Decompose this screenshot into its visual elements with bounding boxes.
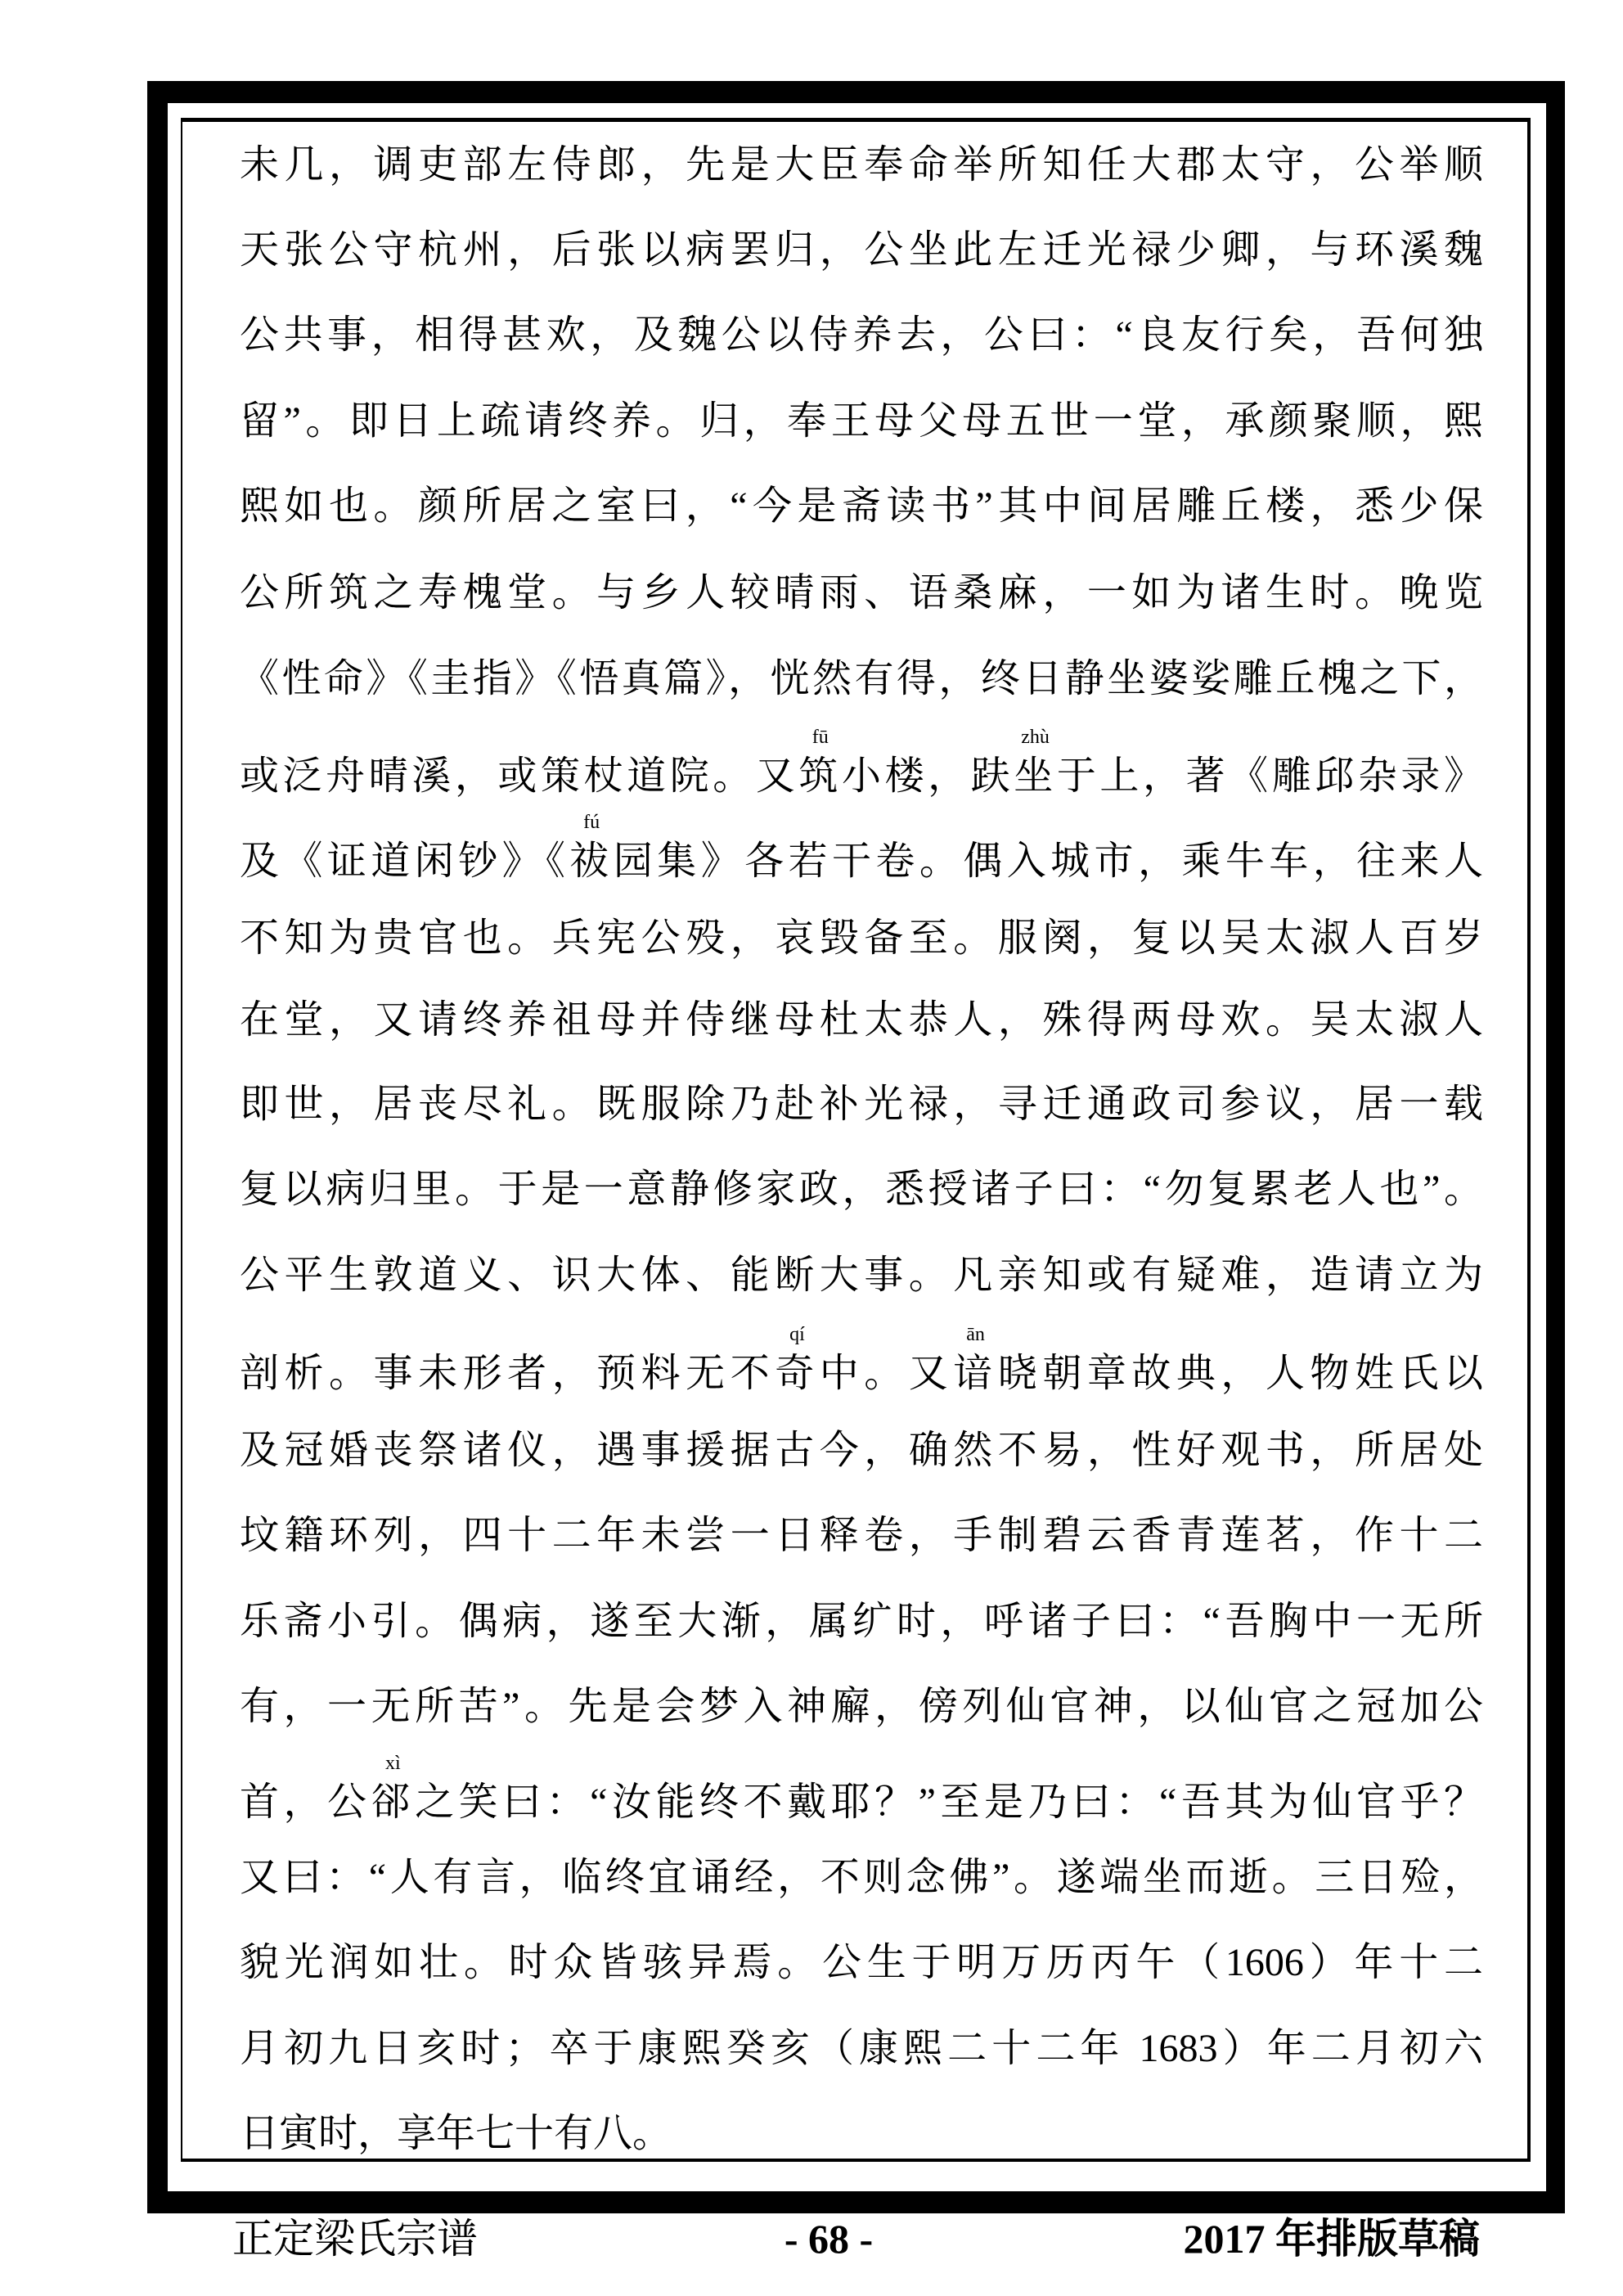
text-line: 又曰：“人有言，临终宜诵经，不则念佛”。遂端坐而逝。三日殓， <box>240 1856 1483 1899</box>
text-line: 公所筑之寿槐堂。与乡人较晴雨、语桑麻，一如为诸生时。晚览 <box>240 571 1483 615</box>
text-line: 不知为贵官也。兵宪公殁，哀毁备至。服阕，复以吴太淑人百岁 <box>240 916 1483 960</box>
text-line: 天张公守杭州，后张以病罢归，公坐此左迁光禄少卿，与环溪魏 <box>240 228 1483 272</box>
footer-page-number: - 68 - <box>784 2216 874 2262</box>
text-line: 貌光润如壮。时众皆骇异焉。公生于明万历丙午（1606）年十二 <box>240 1941 1483 1984</box>
footer-book-title: 正定梁氏宗谱 <box>232 2216 478 2262</box>
text-line: 剖析。事未形者，预料无不奇中。又谙晓朝章故典，人物姓氏以 <box>240 1352 1483 1395</box>
text-line: 即世，居丧尽礼。既服除乃赴补光禄，寻迁通政司参议，居一载 <box>240 1083 1483 1126</box>
text-line: 及《证道闲钞》《祓园集》各若干卷。偶入城市，乘牛车，往来人 <box>240 840 1483 883</box>
text-line: 留”。即日上疏请终养。归，奉王母父母五世一堂，承颜聚顺，熙 <box>240 399 1483 443</box>
text-line: 有，一无所苦”。先是会梦入神廨，傍列仙官神，以仙官之冠加公 <box>240 1685 1483 1728</box>
text-line: 《性命》《圭指》《悟真篇》，恍然有得，终日静坐婆娑雕丘槐之下， <box>240 657 1483 700</box>
text-line: 首，公郤之笑曰：“汝能终不戴耶？”至是乃曰：“吾其为仙官乎？ <box>240 1781 1483 1824</box>
text-line: 公平生敦道义、识大体、能断大事。凡亲知或有疑难，造请立为 <box>240 1254 1483 1297</box>
text-line: 复以病归里。于是一意静修家政，悉授诸子曰：“勿复累老人也”。 <box>240 1168 1483 1211</box>
text-line: 月初九日亥时；卒于康熙癸亥（康熙二十二年 1683）年二月初六 <box>240 2027 1483 2070</box>
text-line: 在堂，又请终养祖母并侍继母杜太恭人，殊得两母欢。吴太淑人 <box>240 998 1483 1042</box>
pinyin-annotation: ān <box>966 1324 985 1345</box>
footer-draft-note: 2017 年排版草稿 <box>1183 2216 1480 2262</box>
text-line: 日寅时，享年七十有八。 <box>240 2112 672 2155</box>
pinyin-annotation: qí <box>789 1324 805 1345</box>
text-line: 未几，调吏部左侍郎，先是大臣奉命举所知任大郡太守，公举顺 <box>240 143 1483 187</box>
pinyin-annotation: fū <box>812 727 829 748</box>
text-line: 或泛舟晴溪，或策杖道院。又筑小楼，趺坐于上，著《雕邱杂录》 <box>240 754 1483 798</box>
text-line: 熙如也。颜所居之室曰，“今是斋读书”其中间居雕丘楼，悉少保 <box>240 484 1483 528</box>
text-line: 坟籍环列，四十二年未尝一日释卷，手制碧云香青莲茗，作十二 <box>240 1514 1483 1557</box>
text-line: 及冠婚丧祭诸仪，遇事援据古今，确然不易，性好观书，所居处 <box>240 1429 1483 1472</box>
pinyin-annotation: xì <box>384 1753 401 1774</box>
pinyin-annotation: fú <box>583 812 600 833</box>
pinyin-annotation: zhù <box>1021 727 1050 748</box>
text-line: 乐斋小引。偶病，遂至大渐，属纩时，呼诸子曰：“吾胸中一无所 <box>240 1600 1483 1643</box>
text-line: 公共事，相得甚欢，及魏公以侍养去，公曰：“良友行矣，吾何独 <box>240 313 1483 357</box>
